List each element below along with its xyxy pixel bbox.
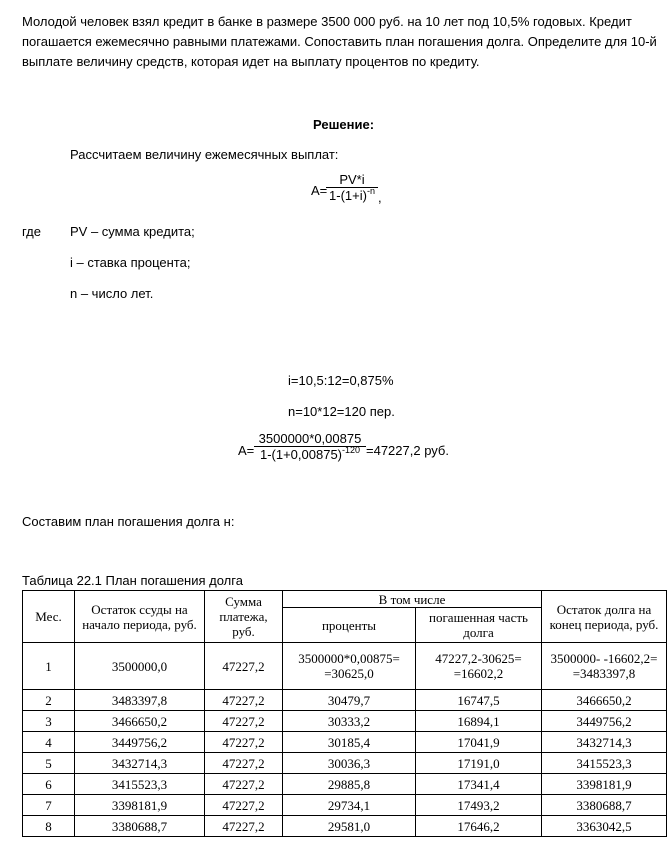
- cell-payment: 47227,2: [205, 732, 283, 753]
- cell-balance-start: 3500000,0: [75, 643, 205, 690]
- cell-balance-end: 3415523,3: [542, 753, 667, 774]
- cell-balance-end: 3466650,2: [542, 690, 667, 711]
- cell-interest: 29581,0: [283, 816, 416, 837]
- cell-principal: 47227,2-30625= =16602,2: [416, 643, 542, 690]
- cell-interest: 30479,7: [283, 690, 416, 711]
- definition-n: n – число лет.: [70, 286, 154, 301]
- cell-month: 5: [23, 753, 75, 774]
- definition-i: i – ставка процента;: [70, 255, 191, 270]
- cell-payment: 47227,2: [205, 795, 283, 816]
- cell-interest: 30036,3: [283, 753, 416, 774]
- intro-text: Рассчитаем величину ежемесячных выплат:: [70, 147, 339, 162]
- cell-principal: 17041,9: [416, 732, 542, 753]
- header-balance-start: Остаток ссуды на начало периода, руб.: [75, 591, 205, 643]
- definition-pv: PV – сумма кредита;: [70, 224, 195, 239]
- formula-fraction: [326, 172, 378, 203]
- cell-month: 8: [23, 816, 75, 837]
- cell-balance-end: 3449756,2: [542, 711, 667, 732]
- solution-heading: Решение:: [313, 117, 375, 132]
- table-row: [23, 732, 667, 753]
- cell-balance-start: 3466650,2: [75, 711, 205, 732]
- cell-payment: 47227,2: [205, 774, 283, 795]
- cell-interest: 30185,4: [283, 732, 416, 753]
- cell-principal: 17646,2: [416, 816, 542, 837]
- cell-month: 6: [23, 774, 75, 795]
- cell-balance-end: 3398181,9: [542, 774, 667, 795]
- table-row: [23, 643, 667, 690]
- cell-payment: 47227,2: [205, 643, 283, 690]
- repayment-plan-table: [22, 590, 667, 837]
- calc-a-result: =47227,2 руб.: [366, 443, 449, 458]
- cell-balance-start: 3380688,7: [75, 816, 205, 837]
- cell-payment: 47227,2: [205, 753, 283, 774]
- cell-interest: 30333,2: [283, 711, 416, 732]
- cell-balance-end: 3432714,3: [542, 732, 667, 753]
- calc-a-fraction: [254, 431, 366, 462]
- cell-balance-start: 3483397,8: [75, 690, 205, 711]
- calc-n: n=10*12=120 пер.: [288, 404, 395, 419]
- cell-principal: 17493,2: [416, 795, 542, 816]
- table-row: [23, 690, 667, 711]
- calc-a-denominator: $1-(1+0,00875)^{-120}$: [259, 445, 361, 462]
- header-principal: погашенная часть долга: [416, 608, 542, 643]
- cell-balance-start: 3449756,2: [75, 732, 205, 753]
- cell-payment: 47227,2: [205, 816, 283, 837]
- table-row: [23, 816, 667, 837]
- table-row: [23, 795, 667, 816]
- cell-interest: 29885,8: [283, 774, 416, 795]
- where-label: где: [22, 224, 41, 239]
- cell-principal: 16894,1: [416, 711, 542, 732]
- calc-i: i=10,5:12=0,875%: [288, 373, 394, 388]
- table-caption: Таблица 22.1 План погашения долга: [22, 573, 243, 588]
- table-row: [23, 711, 667, 732]
- cell-month: 2: [23, 690, 75, 711]
- cell-balance-start: 3432714,3: [75, 753, 205, 774]
- header-balance-end: Остаток долга на конец периода, руб.: [542, 591, 667, 643]
- cell-principal: 17341,4: [416, 774, 542, 795]
- header-payment: Сумма платежа, руб.: [205, 591, 283, 643]
- cell-month: 4: [23, 732, 75, 753]
- header-group: В том числе: [283, 591, 542, 608]
- cell-balance-end: 3380688,7: [542, 795, 667, 816]
- plan-intro: Составим план погашения долга н:: [22, 514, 235, 529]
- cell-month: 1: [23, 643, 75, 690]
- formula-numerator: PV*i: [339, 172, 365, 187]
- cell-month: 7: [23, 795, 75, 816]
- cell-balance-end: 3363042,5: [542, 816, 667, 837]
- problem-statement: Молодой человек взял кредит в банке в размере 3500 000 руб. на 10 лет под 10,5% годовых. Кредит погашается ежемесячно равными платежами. Сопоставить план погашения долга. Определите для 10-й выплате величину средств, которая идет на выплату процентов по кредиту.: [22, 14, 657, 69]
- cell-principal: 17191,0: [416, 753, 542, 774]
- cell-balance-end: 3500000- -16602,2= =3483397,8: [542, 643, 667, 690]
- cell-interest: 3500000*0,00875= =30625,0: [283, 643, 416, 690]
- formula-lhs: A=: [311, 183, 328, 198]
- formula-denominator: $1-(1+i)^{-n}$: [329, 186, 375, 203]
- cell-payment: 47227,2: [205, 711, 283, 732]
- cell-month: 3: [23, 711, 75, 732]
- cell-balance-start: 3415523,3: [75, 774, 205, 795]
- header-interest: проценты: [283, 608, 416, 643]
- cell-principal: 16747,5: [416, 690, 542, 711]
- calc-a-lhs: A=: [238, 443, 255, 458]
- cell-payment: 47227,2: [205, 690, 283, 711]
- calc-a-numerator: 3500000*0,00875: [258, 431, 362, 446]
- table-row: [23, 753, 667, 774]
- header-month: Мес.: [23, 591, 75, 643]
- cell-balance-start: 3398181,9: [75, 795, 205, 816]
- formula-tail: ,: [378, 190, 382, 205]
- table-row: [23, 774, 667, 795]
- cell-interest: 29734,1: [283, 795, 416, 816]
